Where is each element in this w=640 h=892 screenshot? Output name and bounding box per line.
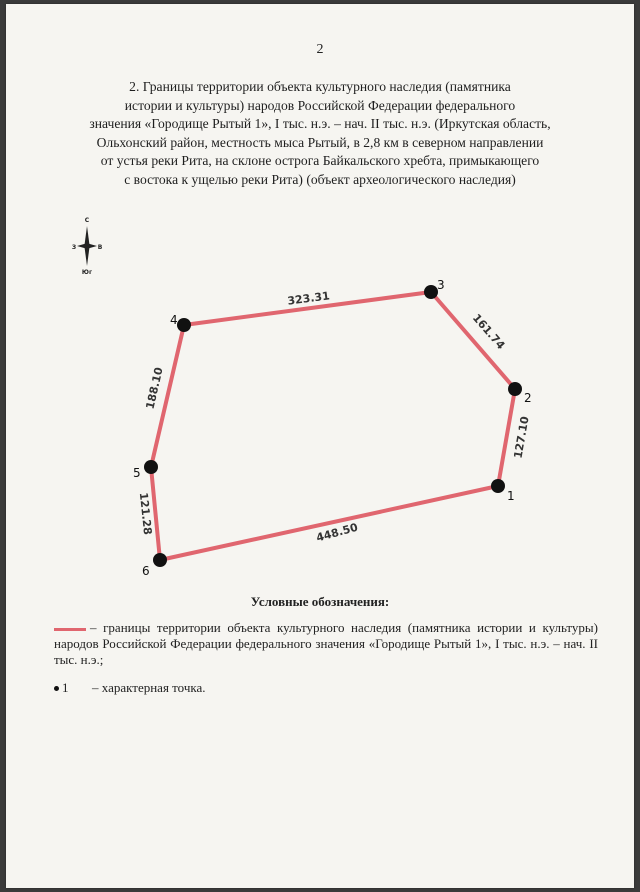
title-line: 2. Границы территории объекта культурного наследия (памятника <box>129 79 511 94</box>
point-label: 1 <box>507 489 515 503</box>
title-line: от устья реки Рита, на склоне острога Байкальского хребта, примыкающего <box>100 153 540 169</box>
compass-north-label: С <box>84 217 90 224</box>
compass-south-label: Юг <box>81 269 93 276</box>
legend-boundary-text: – границы территории объекта культурного наследия (памятника истории и культуры) народов Российской Федерации федерального значения «Городище Рытый 1», I тыс. н.э. – нач. II тыс. н.э.; <box>54 620 598 667</box>
title-line: с востока к ущелью реки Рита) (объект археологического наследия) <box>124 171 516 187</box>
point-marker <box>508 382 522 396</box>
segment-label: 161.74 <box>469 311 508 352</box>
segment-label: 188.10 <box>143 366 166 411</box>
segment-label: 448.50 <box>314 520 360 545</box>
point-marker <box>491 479 505 493</box>
territory-boundary <box>151 292 515 560</box>
point-marker <box>144 460 158 474</box>
point-marker <box>424 285 438 299</box>
title-line: значения «Городище Рытый 1», I тыс. н.э. – нач. II тыс. н.э. (Иркутская область, <box>89 116 551 132</box>
compass-west-label: З <box>71 244 77 251</box>
legend-point-text: – характерная точка. <box>92 680 206 695</box>
point-label: 2 <box>524 391 532 405</box>
point-marker <box>153 553 167 567</box>
segment-label: 121.28 <box>136 491 155 536</box>
segment-label: 127.10 <box>511 415 532 460</box>
point-label: 3 <box>437 278 445 292</box>
title-line: истории и культуры) народов Российской Федерации федерального <box>124 97 516 113</box>
compass-east-label: В <box>97 244 103 251</box>
point-marker <box>177 318 191 332</box>
legend-point-number: 1 <box>62 680 69 695</box>
compass-icon <box>72 217 103 276</box>
segment-label: 323.31 <box>286 289 331 308</box>
page-number: 2 <box>316 42 324 57</box>
point-label: 6 <box>142 564 150 578</box>
legend-point-symbol <box>54 686 59 691</box>
point-label: 4 <box>170 313 178 327</box>
title-line: Ольхонский район, местность мыса Рытый, в 2,8 км в северном направлении <box>96 134 544 150</box>
legend-title: Условные обозначения: <box>250 594 390 609</box>
point-label: 5 <box>133 466 141 480</box>
